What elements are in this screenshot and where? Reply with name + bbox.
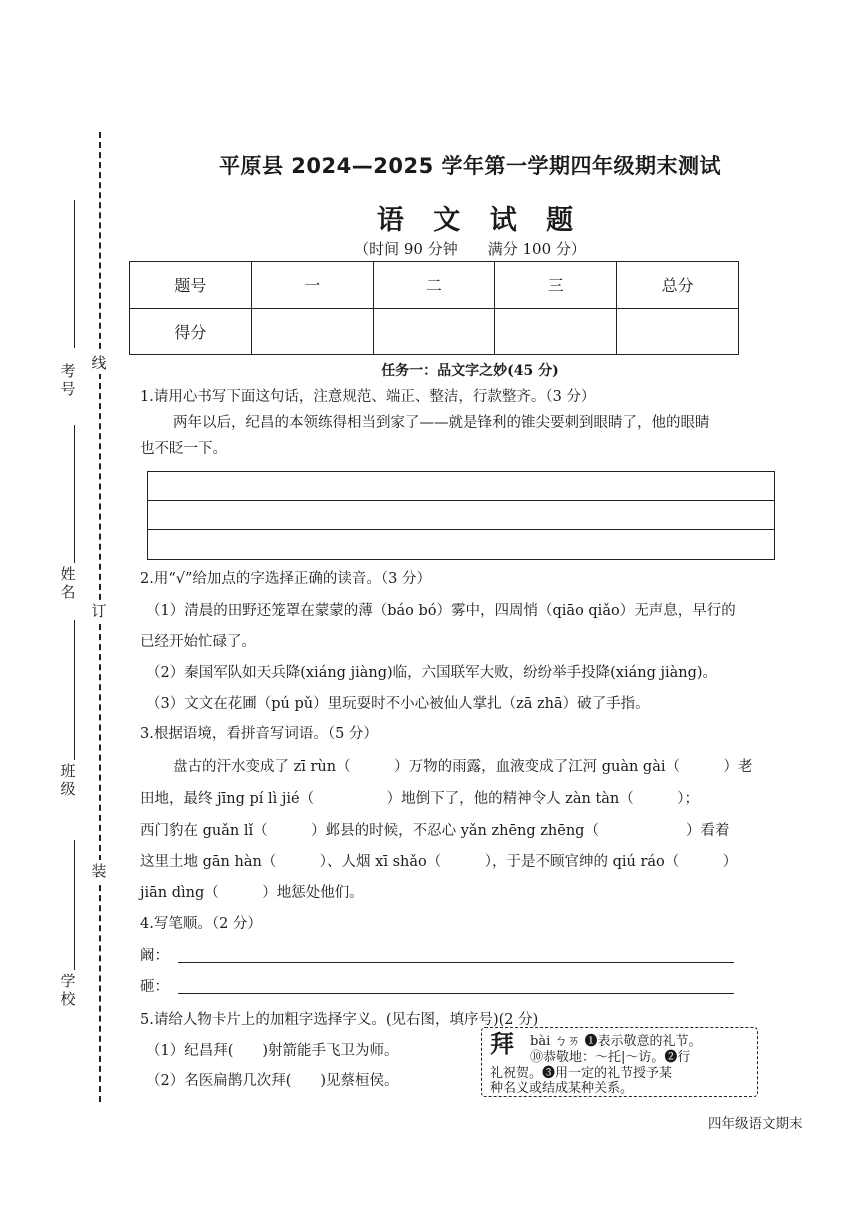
score-table	[129, 261, 739, 355]
q5-item2: （2）名医扁鹊几次拜( )见蔡桓侯。	[146, 1073, 399, 1089]
score-cell[interactable]	[251, 308, 373, 355]
q4-answer-line-a[interactable]	[178, 962, 734, 963]
xingming-label: 姓名	[58, 563, 78, 603]
writing-rule	[148, 529, 774, 530]
q1-writing-box[interactable]	[147, 471, 775, 560]
score-cell[interactable]	[617, 308, 739, 355]
q2-prompt: 2.用“√”给加点的字选择正确的读音。（3 分）	[140, 571, 431, 587]
score-table-header-row	[130, 262, 739, 309]
dictionary-card	[481, 1027, 758, 1097]
q3-line5: jiān dìng（ ）地惩处他们。	[140, 885, 364, 901]
margin-label-ding: 订	[91, 602, 107, 620]
xuexiao-field-line[interactable]	[74, 840, 75, 970]
xuexiao-label: 学校	[58, 970, 78, 1010]
page-footer: 四年级语文期末	[708, 1116, 803, 1132]
q5-prompt: 5.请给人物卡片上的加粗字选择字义。(见右图，填序号)(2 分)	[140, 1012, 539, 1028]
q5-item1: （1）纪昌拜( )射箭能手飞卫为师。	[146, 1043, 399, 1059]
q2-item3: （3）文文在花圃（pú pǔ）里玩耍时不小心被仙人掌扎（zā zhā）破了手指。	[146, 696, 650, 712]
score-table-score-row	[130, 308, 739, 355]
q3-line1: 盘古的汗水变成了 zī rùn（ ）万物的雨露，血液变成了江河 guàn gài（ ）老	[173, 759, 753, 775]
card-line4: 种名义或结成某种关系。	[490, 1081, 634, 1096]
q4-char-a: 阚：	[140, 948, 169, 964]
score-header-cell: 二	[373, 262, 495, 309]
q4-prompt: 4.写笔顺。（2 分）	[140, 916, 262, 932]
score-cell[interactable]	[373, 308, 495, 355]
card-line1: bài ㄅㄞ ❶表示敬意的礼节。	[530, 1034, 702, 1049]
q4-char-b: 砸：	[140, 979, 169, 995]
section-heading: 任务一：品文字之妙(45 分)	[381, 363, 559, 379]
exam-title: 平原县 2024—2025 学年第一学期四年级期末测试	[218, 154, 721, 178]
q3-line2: 田地，最终 jīng pí lì jié（ ）地倒下了，他的精神令人 zàn tàn（ ）；	[140, 791, 699, 807]
score-row-label: 得分	[130, 308, 252, 355]
q3-line3: 西门豹在 guǎn lǐ（ ）邺县的时候，不忍心 yǎn zhēng zhēng（ ）看着	[140, 823, 730, 839]
score-header-cell: 三	[495, 262, 617, 309]
q1-prompt: 1.请用心书写下面这句话，注意规范、端正、整洁，行款整齐。（3 分）	[140, 389, 596, 405]
subject-title: 语 文 试 题	[376, 205, 584, 236]
margin-label-xian: 线	[91, 354, 107, 372]
q2-item2: （2）秦国军队如天兵降(xiáng jiàng)临，六国联军大败，纷纷举手投降(xiáng jiàng)。	[146, 665, 718, 681]
q1-text-line2: 也不眨一下。	[140, 441, 227, 457]
q1-text-line1: 两年以后，纪昌的本领练得相当到家了——就是锋利的锥尖要刺到眼睛了，他的眼睛	[173, 415, 710, 431]
card-line2: ⑩恭敬地：～托|～访。❷行	[530, 1050, 691, 1065]
kaohao-label: 考号	[58, 360, 78, 400]
time-info: （时间 90 分钟 满分 100 分）	[354, 240, 586, 258]
q2-item1-line1: （1）清晨的田野还笼罩在蒙蒙的薄（báo bó）雾中，四周悄（qiāo qiǎo）无声息，早行的	[146, 603, 736, 619]
banji-label: 班级	[58, 760, 78, 800]
q3-prompt: 3.根据语境，看拼音写词语。（5 分）	[140, 726, 378, 742]
score-header-cell: 一	[251, 262, 373, 309]
writing-rule	[148, 500, 774, 501]
score-cell[interactable]	[495, 308, 617, 355]
card-character: 拜	[490, 1029, 514, 1058]
banji-field-line[interactable]	[74, 620, 75, 760]
q3-line4: 这里土地 gān hàn（ ）、人烟 xī shǎo（ ），于是不顾官绅的 qiú ráo（ ）	[140, 854, 738, 870]
card-line3: 礼祝贺。❸用一定的礼节授予某	[490, 1066, 673, 1081]
q4-answer-line-b[interactable]	[178, 993, 734, 994]
margin-label-zhuang: 装	[91, 862, 107, 880]
q2-item1-line2: 已经开始忙碌了。	[140, 634, 256, 650]
score-header-cell: 总分	[617, 262, 739, 309]
xingming-field-line[interactable]	[74, 425, 75, 565]
score-header-cell: 题号	[130, 262, 252, 309]
